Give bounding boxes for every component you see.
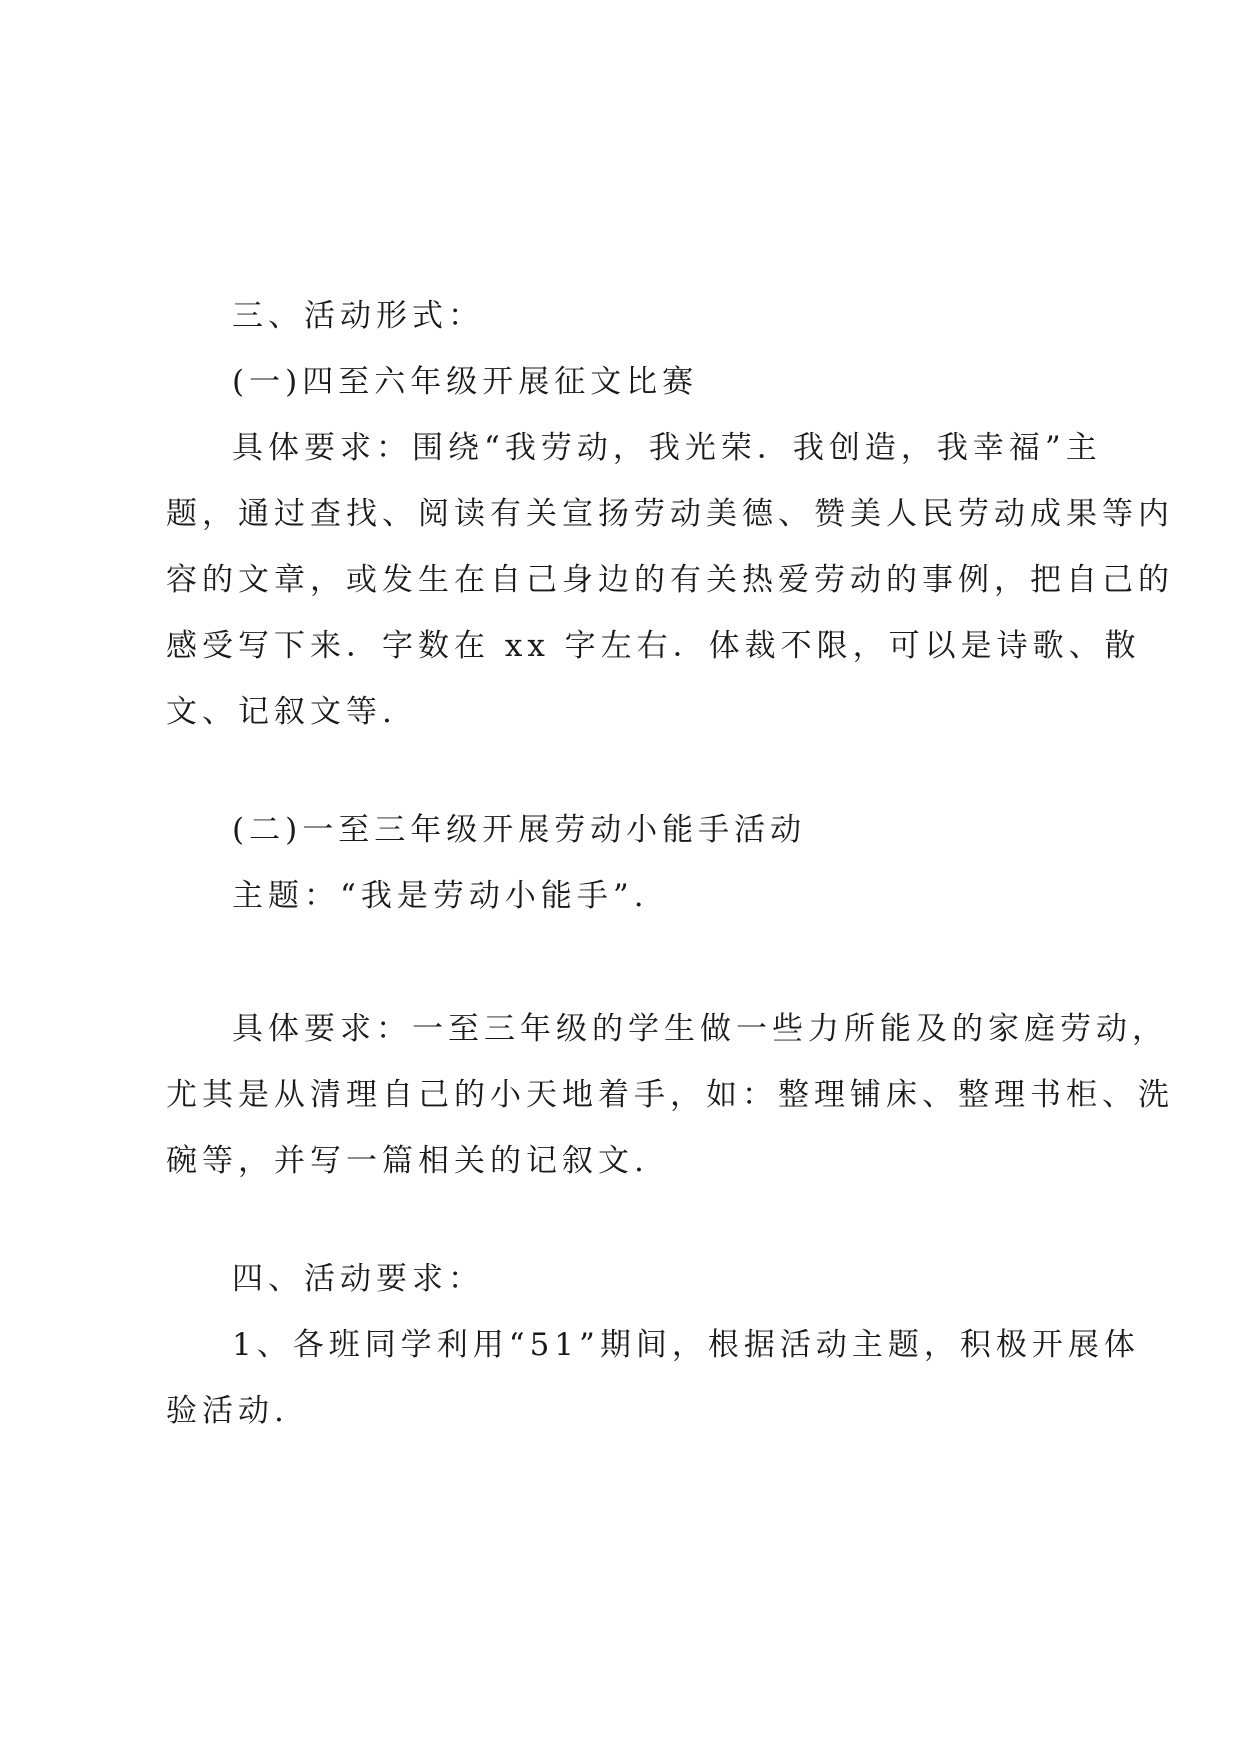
subsection-1-paragraph-line: 文、记叙文等. (166, 694, 397, 730)
subsection-1-title: (一)四至六年级开展征文比赛 (232, 364, 699, 400)
section-3-heading: 三、活动形式： (232, 298, 484, 334)
section-4-heading: 四、活动要求： (232, 1261, 484, 1297)
subsection-2-theme: 主题：“我是劳动小能手”. (232, 878, 649, 914)
subsection-1-paragraph-line: 感受写下来．字数在 xx 字左右．体裁不限，可以是诗歌、散 (166, 628, 1141, 664)
subsection-1-paragraph-line: 容的文章，或发生在自己身边的有关热爱劳动的事例，把自己的 (166, 562, 1174, 598)
section-4-paragraph-line: 1、各班同学利用“51”期间，根据活动主题，积极开展体 (232, 1327, 1140, 1363)
subsection-2-paragraph-line: 碗等，并写一篇相关的记叙文. (166, 1143, 649, 1179)
section-4-paragraph-line: 验活动. (166, 1393, 289, 1429)
subsection-2-title: (二)一至三年级开展劳动小能手活动 (232, 812, 807, 848)
subsection-1-paragraph-line: 具体要求：围绕“我劳动，我光荣．我创造，我幸福”主 (232, 430, 1102, 466)
subsection-1-paragraph-line: 题，通过查找、阅读有关宣扬劳动美德、赞美人民劳动成果等内 (166, 496, 1174, 532)
subsection-2-paragraph-line: 尤其是从清理自己的小天地着手，如：整理铺床、整理书柜、洗 (166, 1077, 1174, 1113)
subsection-2-paragraph-line: 具体要求：一至三年级的学生做一些力所能及的家庭劳动， (232, 1011, 1168, 1047)
